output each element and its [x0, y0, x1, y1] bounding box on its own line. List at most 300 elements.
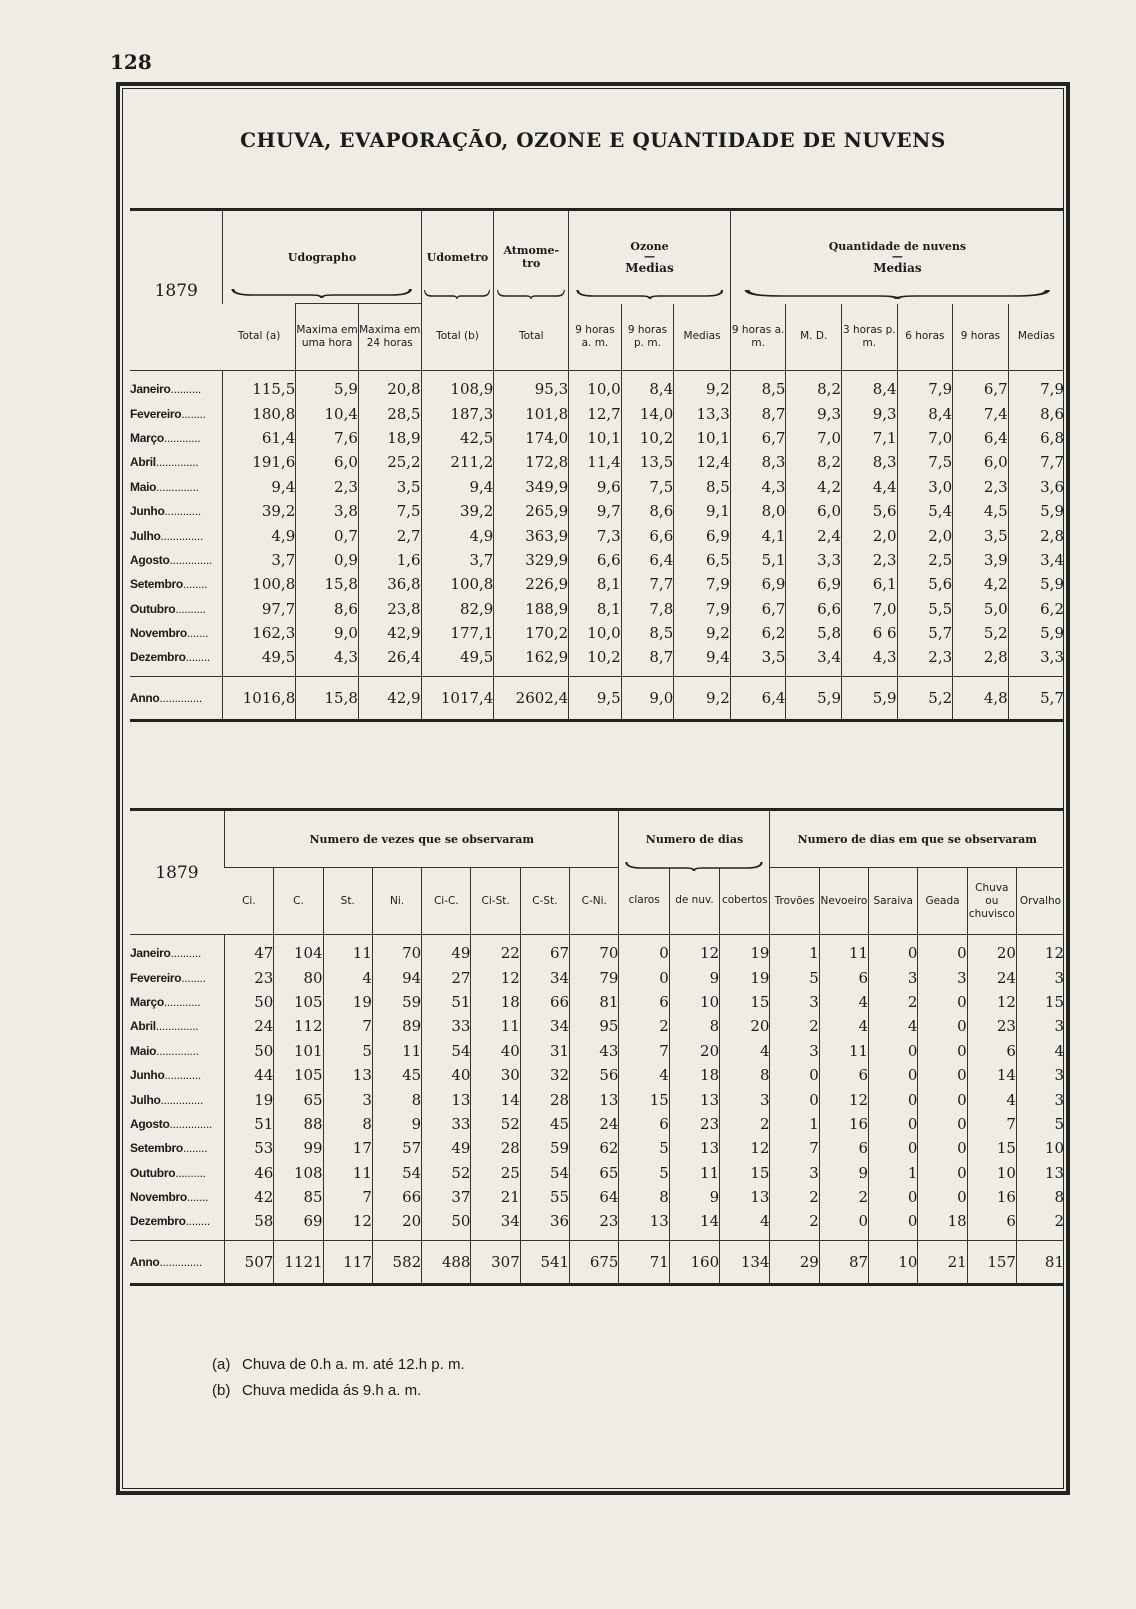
data-cell: 52 [471, 1112, 520, 1136]
data-cell: 7,0 [842, 597, 898, 621]
table-row [130, 499, 1064, 523]
month-label: Anno.............. [130, 1240, 225, 1284]
data-cell: 67 [520, 935, 569, 966]
data-cell: 21 [918, 1240, 967, 1284]
brace-icon [424, 286, 490, 300]
data-cell: 0 [918, 990, 967, 1014]
data-cell: 4,5 [953, 499, 1009, 523]
data-cell: 2,8 [1008, 523, 1064, 547]
data-cell: 0 [619, 965, 669, 989]
column-header: Medias [1008, 304, 1064, 371]
total-row [130, 1240, 1064, 1284]
data-cell: 582 [372, 1240, 421, 1284]
data-cell: 57 [372, 1136, 421, 1160]
data-cell: 0 [770, 1063, 819, 1087]
data-cell: 0 [918, 1185, 967, 1209]
data-cell: 2,3 [897, 645, 953, 676]
month-label: Agosto.............. [130, 1116, 213, 1131]
data-cell: 104 [274, 935, 323, 966]
data-cell: 4,9 [223, 523, 296, 547]
days-observed-group-header: Numero de dias em que se observaram [770, 810, 1064, 868]
data-cell: 9,2 [674, 621, 731, 645]
data-cell: 40 [422, 1063, 471, 1087]
data-cell: 6,2 [1008, 597, 1064, 621]
data-cell: 6 [619, 990, 669, 1014]
data-cell: 14 [967, 1063, 1016, 1087]
data-cell: 20,8 [358, 371, 421, 402]
data-cell: 53 [225, 1136, 274, 1160]
data-cell: 28 [471, 1136, 520, 1160]
data-cell: 8,2 [786, 450, 842, 474]
data-cell: 162,9 [494, 645, 569, 676]
data-cell: 0 [869, 1063, 918, 1087]
data-cell: 6,9 [730, 572, 786, 596]
data-cell: 23 [225, 965, 274, 989]
table-row [130, 1112, 1064, 1136]
data-cell: 2,4 [786, 523, 842, 547]
data-cell: 9 [372, 1112, 421, 1136]
data-cell: 180,8 [223, 401, 296, 425]
column-header: Ci-C. [422, 868, 471, 935]
data-cell: 12 [1016, 935, 1064, 966]
data-cell: 12,4 [674, 450, 731, 474]
column-header: C-St. [520, 868, 569, 935]
data-cell: 33 [422, 1014, 471, 1038]
data-cell: 56 [570, 1063, 619, 1087]
data-cell: 5,6 [842, 499, 898, 523]
data-cell: 69 [274, 1209, 323, 1240]
column-header: 9 horas a. m. [569, 304, 622, 371]
data-cell: 12,7 [569, 401, 622, 425]
data-cell: 7,7 [621, 572, 674, 596]
column-header: C-Ni. [570, 868, 619, 935]
data-cell: 3 [918, 965, 967, 989]
data-cell: 329,9 [494, 548, 569, 572]
month-label: Outubro.......... [130, 1165, 206, 1180]
data-cell: 1 [770, 935, 819, 966]
data-cell: 0 [918, 1087, 967, 1111]
data-cell: 51 [422, 990, 471, 1014]
data-cell: 6,0 [296, 450, 359, 474]
data-cell: 23 [669, 1112, 719, 1136]
data-cell: 4,8 [953, 676, 1009, 720]
data-cell: 7,3 [569, 523, 622, 547]
brace-icon [576, 286, 724, 300]
data-cell: 7,7 [1008, 450, 1064, 474]
data-cell: 47 [225, 935, 274, 966]
data-cell: 2 [819, 1185, 868, 1209]
data-cell: 0 [869, 1136, 918, 1160]
data-cell: 55 [520, 1185, 569, 1209]
data-cell: 6,4 [730, 676, 786, 720]
data-cell: 8,3 [842, 450, 898, 474]
data-cell: 22 [471, 935, 520, 966]
data-cell: 3 [770, 1039, 819, 1063]
data-cell: 9,4 [223, 475, 296, 499]
data-cell: 4,4 [842, 475, 898, 499]
data-cell: 36,8 [358, 572, 421, 596]
data-cell: 9,2 [674, 676, 731, 720]
data-cell: 13 [619, 1209, 669, 1240]
data-cell: 5 [323, 1039, 372, 1063]
data-cell: 5,9 [1008, 572, 1064, 596]
data-cell: 34 [520, 965, 569, 989]
data-cell: 4,3 [842, 645, 898, 676]
data-cell: 9,4 [674, 645, 731, 676]
data-cell: 5,7 [1008, 676, 1064, 720]
data-cell: 488 [422, 1240, 471, 1284]
data-cell: 9 [819, 1161, 868, 1185]
data-cell: 18 [918, 1209, 967, 1240]
data-cell: 108 [274, 1161, 323, 1185]
data-cell: 49,5 [223, 645, 296, 676]
data-cell: 26,4 [358, 645, 421, 676]
data-cell: 0 [918, 1136, 967, 1160]
data-cell: 0 [918, 935, 967, 966]
data-cell: 6 [819, 1136, 868, 1160]
data-cell: 188,9 [494, 597, 569, 621]
data-cell: 0 [918, 1039, 967, 1063]
column-header: Total (b) [421, 304, 494, 371]
data-cell: 87 [819, 1240, 868, 1284]
data-cell: 49 [422, 935, 471, 966]
days-group-header: Numero de dias [619, 810, 770, 868]
page-title: CHUVA, EVAPORAÇÃO, OZONE E QUANTIDADE DE NUVENS [240, 128, 946, 152]
data-cell: 20 [720, 1014, 770, 1038]
data-cell: 2,3 [842, 548, 898, 572]
rain-evaporation-ozone-table [130, 208, 1064, 722]
data-cell: 265,9 [494, 499, 569, 523]
footnote: (b) Chuva medida ás 9.h a. m. [212, 1382, 422, 1399]
month-label: Abril.............. [130, 455, 199, 470]
data-cell: 5,5 [897, 597, 953, 621]
data-cell: 3 [1016, 1063, 1064, 1087]
data-cell: 5,8 [786, 621, 842, 645]
data-cell: 7 [323, 1185, 372, 1209]
data-cell: 157 [967, 1240, 1016, 1284]
data-cell: 29 [770, 1240, 819, 1284]
data-cell: 11 [323, 935, 372, 966]
data-cell: 112 [274, 1014, 323, 1038]
data-cell: 4 [819, 990, 868, 1014]
data-cell: 0 [819, 1209, 868, 1240]
column-header: Ci-St. [471, 868, 520, 935]
data-cell: 5,7 [897, 621, 953, 645]
data-cell: 4 [819, 1014, 868, 1038]
data-cell: 3,3 [1008, 645, 1064, 676]
data-cell: 20 [669, 1039, 719, 1063]
data-cell: 23,8 [358, 597, 421, 621]
data-cell: 66 [520, 990, 569, 1014]
data-cell: 28,5 [358, 401, 421, 425]
data-cell: 9,4 [421, 475, 494, 499]
data-cell: 11 [669, 1161, 719, 1185]
data-cell: 14 [669, 1209, 719, 1240]
data-cell: 4 [967, 1087, 1016, 1111]
data-cell: 65 [274, 1087, 323, 1111]
data-cell: 115,5 [223, 371, 296, 402]
data-cell: 6,1 [842, 572, 898, 596]
data-cell: 4 [720, 1209, 770, 1240]
year-header: 1879 [130, 210, 223, 371]
table-row [130, 572, 1064, 596]
data-cell: 37 [422, 1185, 471, 1209]
table-row [130, 597, 1064, 621]
data-cell: 6 [819, 965, 868, 989]
data-cell: 2 [770, 1014, 819, 1038]
data-cell: 5,9 [842, 676, 898, 720]
column-header: claros [619, 868, 669, 935]
data-cell: 2,0 [842, 523, 898, 547]
data-cell: 3 [1016, 965, 1064, 989]
data-cell: 59 [520, 1136, 569, 1160]
data-cell: 58 [225, 1209, 274, 1240]
data-cell: 13 [669, 1136, 719, 1160]
data-cell: 7,9 [674, 597, 731, 621]
year-header: 1879 [130, 810, 225, 935]
data-cell: 85 [274, 1185, 323, 1209]
footnote: (a) Chuva de 0.h a. m. até 12.h p. m. [212, 1356, 465, 1373]
table-row [130, 426, 1064, 450]
column-header: Ni. [372, 868, 421, 935]
data-cell: 8,4 [842, 371, 898, 402]
data-cell: 162,3 [223, 621, 296, 645]
data-cell: 19 [323, 990, 372, 1014]
data-cell: 12 [323, 1209, 372, 1240]
data-cell: 94 [372, 965, 421, 989]
data-cell: 10,2 [621, 426, 674, 450]
data-cell: 8,1 [569, 597, 622, 621]
data-cell: 0,9 [296, 548, 359, 572]
data-cell: 46 [225, 1161, 274, 1185]
data-cell: 13 [323, 1063, 372, 1087]
data-cell: 7,4 [953, 401, 1009, 425]
data-cell: 42,9 [358, 676, 421, 720]
data-cell: 40 [471, 1039, 520, 1063]
data-cell: 8,1 [569, 572, 622, 596]
data-cell: 5,9 [1008, 499, 1064, 523]
data-cell: 7,5 [621, 475, 674, 499]
data-cell: 10,2 [569, 645, 622, 676]
month-label: Junho............ [130, 1068, 201, 1083]
data-cell: 5 [1016, 1112, 1064, 1136]
data-cell: 88 [274, 1112, 323, 1136]
data-cell: 101 [274, 1039, 323, 1063]
data-cell: 2602,4 [494, 676, 569, 720]
data-cell: 24 [225, 1014, 274, 1038]
data-cell: 5,2 [953, 621, 1009, 645]
month-label: Maio.............. [130, 1043, 199, 1058]
data-cell: 11 [323, 1161, 372, 1185]
data-cell: 14,0 [621, 401, 674, 425]
table-row [130, 1136, 1064, 1160]
data-cell: 8,6 [1008, 401, 1064, 425]
table-row [130, 475, 1064, 499]
data-cell: 4,3 [730, 475, 786, 499]
data-cell: 187,3 [421, 401, 494, 425]
data-cell: 9 [669, 1185, 719, 1209]
data-cell: 2,5 [897, 548, 953, 572]
data-cell: 51 [225, 1112, 274, 1136]
data-cell: 13 [422, 1087, 471, 1111]
data-cell: 7 [323, 1014, 372, 1038]
brace-icon [625, 858, 763, 872]
table-row [130, 990, 1064, 1014]
column-header: Medias [674, 304, 731, 371]
table-row [130, 965, 1064, 989]
data-cell: 81 [1016, 1240, 1064, 1284]
data-cell: 160 [669, 1240, 719, 1284]
data-cell: 6,0 [953, 450, 1009, 474]
column-header: Ci. [225, 868, 274, 935]
data-cell: 16 [819, 1112, 868, 1136]
data-cell: 211,2 [421, 450, 494, 474]
data-cell: 13 [669, 1087, 719, 1111]
month-label: Agosto.............. [130, 552, 213, 567]
footnotes [212, 1352, 465, 1404]
table-row [130, 1063, 1064, 1087]
data-cell: 10 [669, 990, 719, 1014]
data-cell: 54 [422, 1039, 471, 1063]
data-cell: 24 [570, 1112, 619, 1136]
data-cell: 8 [1016, 1185, 1064, 1209]
data-cell: 19 [720, 965, 770, 989]
data-cell: 1017,4 [421, 676, 494, 720]
data-cell: 2,3 [953, 475, 1009, 499]
brace-icon [744, 286, 1051, 300]
column-header: Maxima em 24 horas [358, 304, 421, 371]
data-cell: 0 [869, 1185, 918, 1209]
data-cell: 15 [1016, 990, 1064, 1014]
month-label: Março............ [130, 994, 201, 1009]
data-cell: 541 [520, 1240, 569, 1284]
data-cell: 8 [619, 1185, 669, 1209]
month-label: Dezembro........ [130, 1214, 210, 1229]
month-label: Fevereiro........ [130, 970, 206, 985]
data-cell: 49 [422, 1136, 471, 1160]
data-cell: 15 [720, 990, 770, 1014]
data-cell: 10,1 [674, 426, 731, 450]
data-cell: 5 [619, 1161, 669, 1185]
data-cell: 3,5 [953, 523, 1009, 547]
table-row [130, 1039, 1064, 1063]
column-header: Geada [918, 868, 967, 935]
data-cell: 42,9 [358, 621, 421, 645]
column-header: 9 horas [953, 304, 1009, 371]
data-cell: 5,4 [897, 499, 953, 523]
data-cell: 6,9 [786, 572, 842, 596]
month-label: Maio.............. [130, 479, 199, 494]
data-cell: 4 [619, 1063, 669, 1087]
data-cell: 6,2 [730, 621, 786, 645]
data-cell: 12 [967, 990, 1016, 1014]
data-cell: 2,8 [953, 645, 1009, 676]
data-cell: 6,8 [1008, 426, 1064, 450]
data-cell: 54 [372, 1161, 421, 1185]
data-cell: 4 [869, 1014, 918, 1038]
data-cell: 307 [471, 1240, 520, 1284]
data-cell: 9,3 [842, 401, 898, 425]
data-cell: 10 [869, 1240, 918, 1284]
data-cell: 0 [869, 1209, 918, 1240]
data-cell: 18 [669, 1063, 719, 1087]
data-cell: 2,3 [296, 475, 359, 499]
data-cell: 134 [720, 1240, 770, 1284]
data-cell: 105 [274, 1063, 323, 1087]
data-cell: 3 [869, 965, 918, 989]
column-header: Total (a) [223, 304, 296, 371]
data-cell: 11 [819, 1039, 868, 1063]
data-cell: 0 [770, 1087, 819, 1111]
data-cell: 349,9 [494, 475, 569, 499]
data-cell: 64 [570, 1185, 619, 1209]
data-cell: 97,7 [223, 597, 296, 621]
data-cell: 0 [619, 935, 669, 966]
data-cell: 12 [819, 1087, 868, 1111]
data-cell: 49,5 [421, 645, 494, 676]
data-cell: 6 [819, 1063, 868, 1087]
data-cell: 21 [471, 1185, 520, 1209]
data-cell: 9,5 [569, 676, 622, 720]
data-cell: 71 [619, 1240, 669, 1284]
data-cell: 31 [520, 1039, 569, 1063]
table-row [130, 621, 1064, 645]
data-cell: 3,6 [1008, 475, 1064, 499]
data-cell: 28 [520, 1087, 569, 1111]
data-cell: 0,7 [296, 523, 359, 547]
data-cell: 8 [372, 1087, 421, 1111]
month-label: Novembro....... [130, 626, 209, 641]
month-label: Novembro....... [130, 1190, 209, 1205]
column-header: de nuv. [669, 868, 719, 935]
data-cell: 8,4 [621, 371, 674, 402]
data-cell: 17 [323, 1136, 372, 1160]
data-cell: 2 [619, 1014, 669, 1038]
data-cell: 1121 [274, 1240, 323, 1284]
data-cell: 8,0 [730, 499, 786, 523]
data-cell: 8,4 [897, 401, 953, 425]
data-cell: 2 [770, 1185, 819, 1209]
table-row [130, 1087, 1064, 1111]
data-cell: 10 [967, 1161, 1016, 1185]
data-cell: 19 [720, 935, 770, 966]
data-cell: 7,9 [674, 572, 731, 596]
data-cell: 54 [520, 1161, 569, 1185]
data-cell: 8,6 [621, 499, 674, 523]
data-cell: 3,7 [421, 548, 494, 572]
data-cell: 81 [570, 990, 619, 1014]
data-cell: 172,8 [494, 450, 569, 474]
month-label: Janeiro.......... [130, 382, 201, 397]
data-cell: 11 [471, 1014, 520, 1038]
data-cell: 13 [720, 1185, 770, 1209]
data-cell: 12 [669, 935, 719, 966]
data-cell: 15 [967, 1136, 1016, 1160]
data-cell: 6 [619, 1112, 669, 1136]
data-cell: 3,4 [1008, 548, 1064, 572]
data-cell: 0 [918, 1063, 967, 1087]
clouds-group-header: Quantidade de nuvens — Medias [730, 210, 1064, 304]
table-row [130, 1161, 1064, 1185]
column-header: Saraiva [869, 868, 918, 935]
table-row [130, 1185, 1064, 1209]
data-cell: 95 [570, 1014, 619, 1038]
column-header: C. [274, 868, 323, 935]
data-cell: 675 [570, 1240, 619, 1284]
column-header: Trovões [770, 868, 819, 935]
data-cell: 100,8 [421, 572, 494, 596]
data-cell: 50 [225, 990, 274, 1014]
